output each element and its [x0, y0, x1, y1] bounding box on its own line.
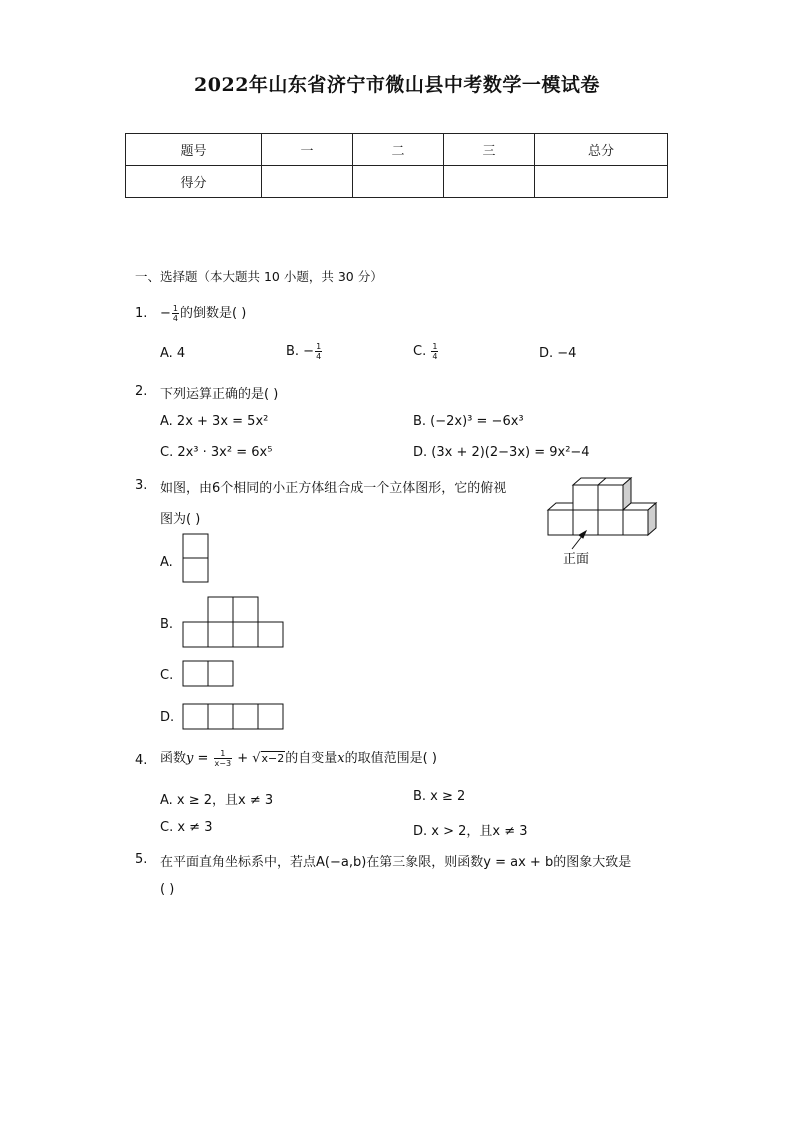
stem-text: 的取值范围是( )	[344, 751, 437, 766]
option-c[interactable]: C. x ≠ 3	[160, 820, 213, 835]
cube-top-surface	[548, 503, 573, 510]
section-heading: 一、选择题（本大题共 10 小题，共 30 分）	[135, 269, 383, 284]
question-number: 2.	[135, 384, 148, 399]
question-stem: 下列运算正确的是( )	[160, 387, 279, 402]
fraction-denominator: 4	[316, 352, 322, 361]
stem-minus: −	[160, 306, 171, 321]
fraction-numerator: 1	[214, 749, 233, 759]
option-c[interactable]	[413, 342, 439, 361]
option-d[interactable]: D.	[160, 710, 175, 725]
stem-text: 的自变量	[285, 751, 338, 766]
stem-text: 的倒数是( )	[180, 306, 247, 321]
fraction-denominator: x−3	[214, 759, 232, 768]
question-stem-line2: ( )	[160, 882, 175, 897]
score-header-cell: 总分	[535, 134, 668, 166]
option-b[interactable]: B. (−2x)³ = −6x³	[413, 414, 524, 429]
cube-bottom-face	[623, 510, 648, 535]
option-c-shape	[182, 660, 236, 688]
option-b-prefix: B. −	[286, 344, 315, 359]
var-y: y	[186, 751, 194, 766]
plus: +	[233, 751, 253, 766]
sqrt-symbol: √	[252, 751, 261, 766]
question-stem-line1: 在平面直角坐标系中，若点A(−a,b)在第三象限，则函数y = ax + b的图象大致是	[160, 855, 632, 870]
score-cell[interactable]	[353, 166, 444, 198]
question-number: 1.	[135, 306, 148, 321]
question-stem	[160, 302, 246, 323]
score-row-label: 得分	[126, 166, 262, 198]
score-cell[interactable]	[535, 166, 668, 198]
cube-figure	[544, 474, 664, 574]
option-d[interactable]: D. −4	[539, 346, 577, 361]
cube-bottom-face	[548, 510, 573, 535]
option-b[interactable]: B.	[160, 617, 174, 632]
page-title: 2022年山东省济宁市微山县中考数学一模试卷	[194, 74, 600, 96]
option-b[interactable]	[286, 342, 323, 361]
equals: =	[193, 751, 213, 766]
option-a[interactable]: A.	[160, 555, 173, 570]
option-b-shape	[182, 596, 286, 650]
sqrt-radicand: x−2	[261, 752, 285, 765]
option-c[interactable]: C.	[160, 668, 174, 683]
stem-text: 函数	[160, 751, 187, 766]
cube-bottom-face	[598, 510, 623, 535]
option-d[interactable]: D. (3x + 2)(2−3x) = 9x²−4	[413, 445, 590, 460]
question-number: 3.	[135, 478, 148, 493]
option-a[interactable]: A. 4	[160, 346, 186, 361]
fraction-numerator: 1	[316, 342, 322, 351]
score-cell[interactable]	[444, 166, 535, 198]
score-header-cell: 三	[444, 134, 535, 166]
score-header-cell: 二	[353, 134, 444, 166]
fraction	[431, 342, 438, 361]
cube-top-face	[598, 485, 623, 510]
fraction-numerator: 1	[172, 304, 178, 313]
option-a[interactable]: A. x ≥ 2，且x ≠ 3	[160, 793, 274, 808]
cube-top-face	[573, 485, 598, 510]
fraction-denominator: 4	[432, 352, 438, 361]
score-header-row	[126, 134, 668, 166]
question-stem-line2: 图为( )	[160, 512, 201, 527]
question-stem	[160, 747, 437, 768]
option-d-shape	[182, 703, 286, 731]
option-a[interactable]: A. 2x + 3x = 5x²	[160, 414, 269, 429]
var-x: x	[337, 751, 345, 766]
option-c[interactable]: C. 2x³ · 3x² = 6x⁵	[160, 445, 273, 460]
question-number: 5.	[135, 852, 148, 867]
option-b[interactable]: B. x ≥ 2	[413, 789, 466, 804]
question-stem-line1: 如图，由6个相同的小正方体组合成一个立体图形，它的俯视	[160, 481, 507, 496]
score-row	[126, 166, 668, 198]
option-a-shape	[182, 533, 210, 585]
score-header-cell: 题号	[126, 134, 262, 166]
score-header-cell: 一	[262, 134, 353, 166]
fraction	[172, 304, 179, 323]
front-label: 正面	[563, 552, 590, 567]
fraction	[315, 342, 322, 361]
score-table	[125, 133, 668, 198]
fraction-numerator: 1	[432, 342, 438, 351]
fraction	[214, 749, 233, 768]
fraction-denominator: 4	[172, 314, 178, 323]
score-cell[interactable]	[262, 166, 353, 198]
option-c-prefix: C.	[413, 344, 431, 359]
question-number: 4.	[135, 753, 148, 768]
option-d[interactable]: D. x > 2，且x ≠ 3	[413, 824, 528, 839]
